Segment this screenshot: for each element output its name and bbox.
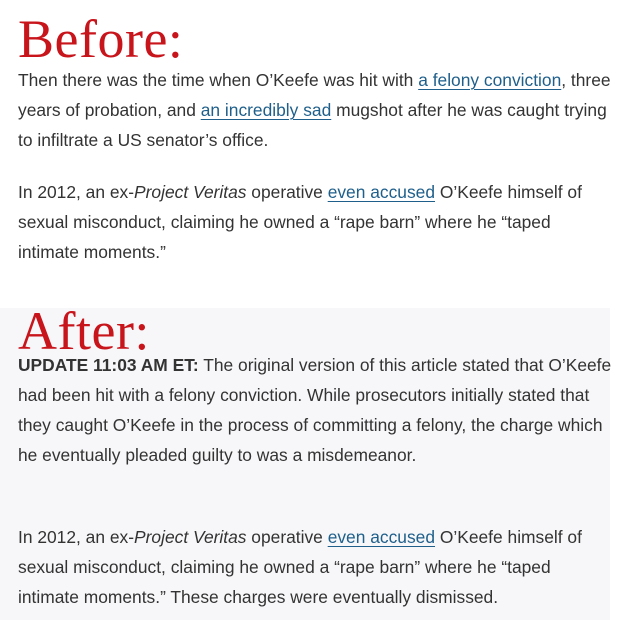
after-heading: After: (18, 301, 150, 361)
after-section (0, 290, 626, 620)
after-p2-text-1: In 2012, an ex- (18, 527, 135, 547)
before-p1-text-3: mugshot after he was caught trying to infiltrate a US senator’s office. (18, 100, 607, 150)
before-paragraph-2 (18, 177, 613, 267)
before-p2-text-2: operative (246, 182, 328, 202)
after-paragraph-2 (18, 522, 613, 612)
after-paragraph-1 (18, 350, 613, 470)
before-p1-text-1: Then there was the time when O’Keefe was hit with (18, 70, 419, 90)
after-even-accused-link[interactable]: even accused (327, 527, 436, 547)
before-p2-text-1: In 2012, an ex- (18, 182, 135, 202)
before-section (0, 0, 626, 290)
after-p2-text-3: O’Keefe himself of sexual misconduct, claiming he owned a “rape barn” where he “taped intimate moments.” These charges were eventually dismissed. (18, 527, 582, 607)
mugshot-link[interactable]: an incredibly sad (200, 100, 332, 120)
before-p2-project-veritas: Project Veritas (134, 182, 247, 202)
before-paragraph-1 (18, 65, 613, 155)
before-heading: Before: (18, 9, 184, 69)
after-p2-text-2: operative (246, 527, 328, 547)
before-p1-text-2: , three years of probation, and (18, 70, 611, 120)
after-p1-text: The original version of this article stated that O’Keefe had been hit with a felony conviction. While prosecutors initially stated that they caught O’Keefe in the process of committing a felony, the charge which he eventually pleaded guilty to was a misdemeanor. (18, 355, 612, 465)
felony-conviction-link[interactable]: a felony conviction (418, 70, 562, 90)
update-timestamp: UPDATE 11:03 AM ET: (18, 355, 199, 375)
before-p2-text-3: O’Keefe himself of sexual misconduct, claiming he owned a “rape barn” where he “taped intimate moments.” (18, 182, 582, 262)
before-even-accused-link[interactable]: even accused (327, 182, 436, 202)
after-p2-project-veritas: Project Veritas (134, 527, 247, 547)
